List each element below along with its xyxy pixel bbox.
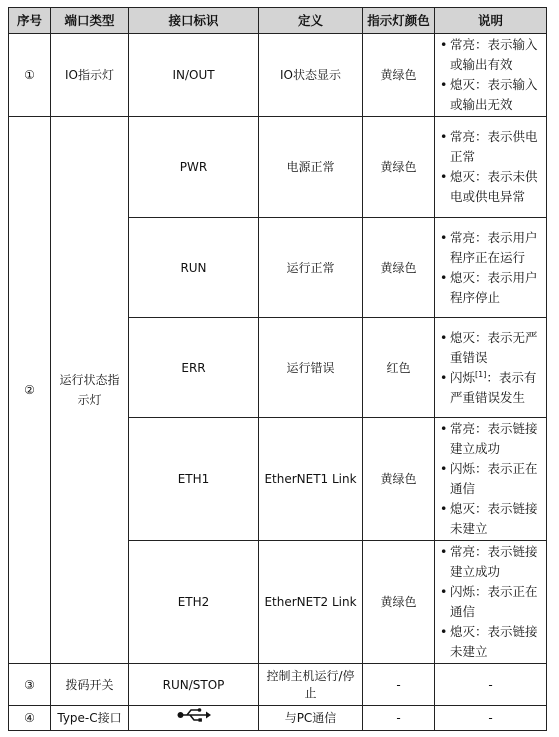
description-item: • 闪烁：表示正在通信 xyxy=(440,582,542,622)
row-port-type: 运行状态指示灯 xyxy=(51,117,129,664)
row-no: ① xyxy=(9,34,51,117)
table-row xyxy=(9,706,547,731)
footnote-ref: [1] xyxy=(475,369,487,379)
row-led-color: 黄绿色 xyxy=(363,418,435,541)
header-port-id: 接口标识 xyxy=(129,8,259,34)
row-led-color: 黄绿色 xyxy=(363,117,435,218)
row-port-type: 拨码开关 xyxy=(51,664,129,706)
row-definition: EtherNET2 Link xyxy=(259,541,363,664)
header-port-type: 端口类型 xyxy=(51,8,129,34)
port-table xyxy=(8,7,547,731)
row-definition: 运行正常 xyxy=(259,218,363,318)
row-description xyxy=(435,218,547,318)
row-definition: EtherNET1 Link xyxy=(259,418,363,541)
row-definition: 与PC通信 xyxy=(259,706,363,731)
row-description xyxy=(435,318,547,418)
row-port-id: ETH1 xyxy=(129,418,259,541)
description-item: • 熄灭：表示链接未建立 xyxy=(440,622,542,662)
header-description: 说明 xyxy=(435,8,547,34)
row-port-id: RUN/STOP xyxy=(129,664,259,706)
description-item: • 常亮：表示链接建立成功 xyxy=(440,419,542,459)
row-led-color: 黄绿色 xyxy=(363,541,435,664)
description-item: • 熄灭：表示链接未建立 xyxy=(440,499,542,539)
description-item: • 熄灭：表示未供电或供电异常 xyxy=(440,167,542,207)
description-item: • 熄灭：表示输入或输出无效 xyxy=(440,75,542,115)
row-led-color: 黄绿色 xyxy=(363,34,435,117)
row-description xyxy=(435,418,547,541)
row-led-color: 黄绿色 xyxy=(363,218,435,318)
table-row xyxy=(9,117,547,218)
row-description: - xyxy=(435,706,547,731)
header-no: 序号 xyxy=(9,8,51,34)
row-description: - xyxy=(435,664,547,706)
row-no: ③ xyxy=(9,664,51,706)
header-led-color: 指示灯颜色 xyxy=(363,8,435,34)
table-header-row xyxy=(9,8,547,34)
row-led-color: 红色 xyxy=(363,318,435,418)
row-led-color: - xyxy=(363,664,435,706)
row-port-id: RUN xyxy=(129,218,259,318)
description-item: • 常亮：表示链接建立成功 xyxy=(440,542,542,582)
row-port-id: ETH2 xyxy=(129,541,259,664)
row-description xyxy=(435,541,547,664)
description-item: • 熄灭：表示用户程序停止 xyxy=(440,268,542,308)
row-description xyxy=(435,117,547,218)
description-text: ：表示有严重错误发生 xyxy=(450,369,537,405)
table-row xyxy=(9,34,547,117)
row-no: ② xyxy=(9,117,51,664)
description-item: • 熄灭：表示无严重错误 xyxy=(440,328,542,368)
usb-icon xyxy=(177,708,211,722)
description-item: • 常亮：表示输入或输出有效 xyxy=(440,35,542,75)
row-definition: IO状态显示 xyxy=(259,34,363,117)
row-port-id: ERR xyxy=(129,318,259,418)
row-no: ④ xyxy=(9,706,51,731)
description-item xyxy=(440,368,542,408)
row-definition: 运行错误 xyxy=(259,318,363,418)
header-definition: 定义 xyxy=(259,8,363,34)
table-row xyxy=(9,664,547,706)
row-led-color: - xyxy=(363,706,435,731)
row-definition: 控制主机运行/停止 xyxy=(259,664,363,706)
row-port-id: IN/OUT xyxy=(129,34,259,117)
row-definition: 电源正常 xyxy=(259,117,363,218)
row-port-type: Type-C接口 xyxy=(51,706,129,731)
description-item: • 闪烁：表示正在通信 xyxy=(440,459,542,499)
row-port-type: IO指示灯 xyxy=(51,34,129,117)
description-item: • 常亮：表示用户程序正在运行 xyxy=(440,228,542,268)
description-text: 闪烁 xyxy=(450,369,476,385)
row-port-id: PWR xyxy=(129,117,259,218)
row-port-id xyxy=(129,706,259,731)
row-description xyxy=(435,34,547,117)
description-item: • 常亮：表示供电正常 xyxy=(440,127,542,167)
